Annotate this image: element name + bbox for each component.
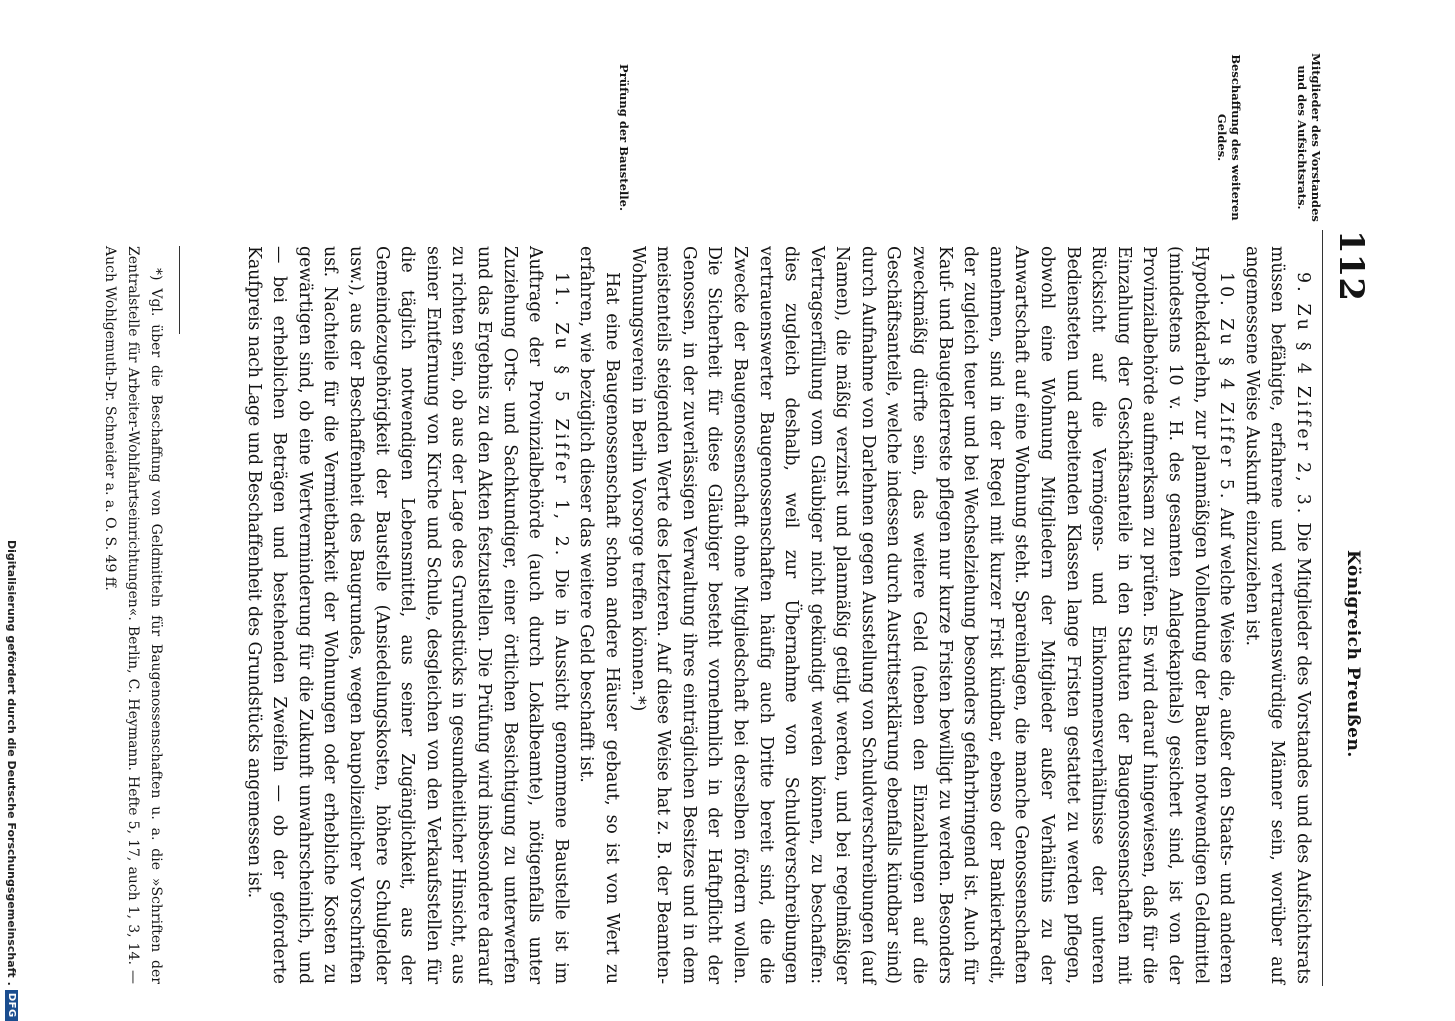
margin-note-geld: Beschaffung des weiteren Geldes. xyxy=(1215,54,1243,221)
paragraph-10-continued xyxy=(573,246,624,984)
section-heading-10: 10. Zu § 4 Ziffer 5. xyxy=(1216,272,1237,502)
main-text xyxy=(240,246,1315,984)
paragraph-11 xyxy=(240,246,573,984)
paragraph-text: Die in Aussicht genommene Baustelle ist im Auftrage der Provinzialbehörde (auch durch Lokalbeamte), nötigenfalls unter Zuziehung Orts- und Sachkundiger, einer örtlichen Besichtigung zu unterwerfen und das Ergebnis zu den Akten festzustellen. Die Prüfung wird insbesondere darauf zu richten sein, ob aus der Lage des Grundstücks in gesundheitlicher Hinsicht, aus seiner Entfernung von Kirche und Schule, desgleichen von den Verkaufsstellen für die täglich notwendigen Lebensmittel, aus seiner Zugänglichkeit, aus der Gemeindezugehörigkeit der Baustelle (Ansiedelungskosten, höhere Schulgelder usw.), aus der Beschaffenheit des Baugrundes, wegen baupolizeilicher Vorschriften usf. Nachteile für die Vermietbarkeit der Wohnungen oder erhebliche Kosten zu gewärtigen sind, ob eine Wertverminderung für die Zukunft unwahrscheinlich, und — bei erheblichen Beträgen und bestehenden Zweifeln — ob der geforderte Kaufpreis nach Lage und Beschaffenheit des Grundstücks angemessen ist. xyxy=(243,246,571,984)
paragraph-text: Auf welche Weise die, außer den Staats- und anderen Hypothekdarlehn, zur planmäßigen Vollendung der Bauten notwendigen Geldmittel (mindestens 10 v. H. des gesamten Anlagekapitals) gesichert sind, ist von der Provinzialbehörde aufmerksam zu prüfen. Es wird darauf hingewiesen, daß für die Einzahlung der Geschäftsanteile in den Statuten der Baugenossenschaften mit Rücksicht auf die Vermögens- und Einkommensverhältnisse der unteren Bediensteten und arbeitenden Klassen lange Fristen gestattet zu werden pflegen, obwohl eine Wohnung Mitgliedern der Mitglieder außer Verhältnis zu der Anwartschaft auf eine Wohnung steht. Spareinlagen, die manche Genossenschaften annehmen, sind in der Regel mit kurzer Frist kündbar, ebenso der Bankierkredit, der zugleich teuer und bei Wechselziehung besonders gefahrbringend ist. Auch für Kauf- und Baugelderreste pflegen nur kurze Fristen bewilligt zu werden. Besonders zweckmäßig dürfte sein, das weitere Geld (neben den Einzahlungen auf die Geschäftsanteile, welche indessen durch Austrittserklärung ebenfalls kündbar sind) durch Aufnahme von Darlehnen gegen Ausstellung von Schuldverschreibungen (auf Namen), die mäßig verzinst und planmäßig getilgt werden, und bei regelmäßiger Vertragserfüllung vom Gläubiger nicht gekündigt werden können, zu beschaffen: dies zugleich deshalb, weil zur Übernahme von Schuldverschreibungen vertrauenswerter Baugenossenschaften häufig auch Dritte bereit sind, die die Zwecke der Baugenossenschaft ohne Mitgliedschaft bei derselben fördern wollen. Die Sicherheit für diese Gläubiger besteht vornehmlich in der Haftpflicht der Genossen, in der zuverlässigen Verwaltung ihres einträglichen Besitzes und in dem meistenteils steigenden Werte des letzteren. Auf diese Weise hat z. B. der Beamten-Wohnungsverein in Berlin Vorsorge treffen können.*) xyxy=(627,246,1237,984)
footnote-rule xyxy=(179,246,180,334)
digitization-credit: Digitalisierung gefördert durch die Deutsche Forschungsgemeinschaft . DFG xyxy=(5,540,18,1021)
dfg-logo-icon: DFG xyxy=(5,990,18,1021)
page-number: 112 xyxy=(1331,230,1371,301)
section-heading-9: 9. Zu § 4 Ziffer 2, 3. xyxy=(1293,272,1313,517)
paragraph-10 xyxy=(624,246,1238,984)
margin-note-vorstand: Mitglieder des Vorstandes und des Aufsichtsrats. xyxy=(1295,53,1323,222)
paragraph-text: Die Mitglieder des Vorstandes und des Aufsichtsrats müssen befähigte, erfahrene und vertrauenswürdige Männer sein, worüber auf angemessene Weise Auskunft einzuziehen ist. xyxy=(1241,246,1313,984)
header-rule xyxy=(1322,230,1323,986)
section-heading-11: 11. Zu § 5 Ziffer 1, 2. xyxy=(550,272,571,559)
footnote: *) Vgl. über die Beschaffung von Geldmitteln für Baugenossenschaften u. a. die »Schriften der Zentralstelle für Arbeiter-Wohlfahrtseinrichtungen«. Berlin, C. Heymann. Hefte 5, 17, auch 1, 3, 14. — Auch Wohlgemuth-Dr. Schneider a. a. O. S. 49 ff. xyxy=(102,246,164,984)
paragraph-9 xyxy=(1238,246,1315,984)
margin-note-baustelle: Prüfung der Baustelle. xyxy=(617,64,631,211)
paragraph-text: Hat eine Baugenossenschaft schon andere Häuser gebaut, so ist von Wert zu erfahren, wie bezüglich dieser das weitere Geld beschafft ist. xyxy=(576,246,622,984)
digitization-note: Digitalisierung gefördert durch die Deutsche Forschungsgemeinschaft xyxy=(5,540,18,978)
running-head: Königreich Preußen. xyxy=(1343,550,1363,758)
